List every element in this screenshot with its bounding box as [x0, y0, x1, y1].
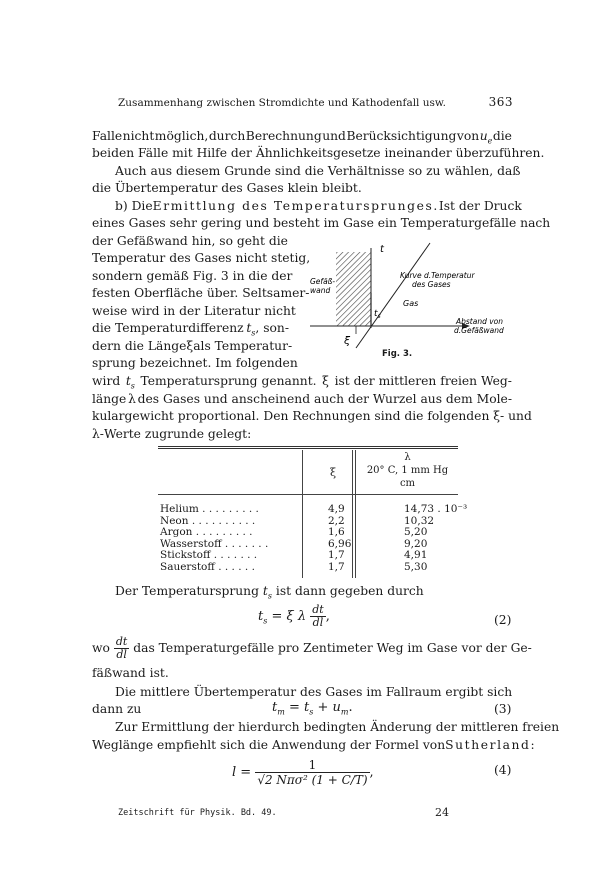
wall-label-1: Gefäß-	[310, 277, 336, 286]
table-header-lambda: λ 20° C, 1 mm Hg cm	[366, 452, 449, 489]
text-line: die Übertemperatur des Gases klein bleibt.	[92, 181, 362, 195]
table-row: Stickstoff . . . . . . . 1,7 4,91	[160, 549, 428, 562]
figure-3-diagram	[300, 238, 515, 363]
section-heading: Ermittlung des Temperatursprunges.	[152, 199, 439, 213]
text-line: die Temperaturdifferenz $t_s$, son-	[92, 321, 289, 338]
text-line: Weglänge empfiehlt sich die Anwendung der Formel von Sutherland:	[92, 738, 537, 752]
figure-caption: Fig. 3.	[382, 349, 413, 359]
figure-3	[300, 238, 515, 363]
equation-2-number: (2)	[494, 613, 512, 627]
text-line: wird $t_s$ Temperatursprung genannt. ξ ist der mittleren freien Weg-	[92, 374, 512, 391]
gas-label: Gas	[403, 299, 419, 308]
text-line: sprung bezeichnet. Im folgenden	[92, 356, 298, 370]
t-label: t	[380, 244, 384, 255]
text-line: Temperatur des Gases nicht stetig,	[92, 251, 311, 265]
table-header-rule	[158, 494, 458, 495]
wall-label-2: wand	[310, 286, 331, 295]
text-line: Die mittlere Übertemperatur des Gases im Fallraum ergibt sich	[115, 685, 513, 699]
table-top-rule	[158, 446, 458, 449]
sheet-number: 24	[435, 806, 449, 819]
section-heading-line: b) Die Ermittlung des Temperatursprunges. Ist der Druck	[115, 199, 522, 213]
journal-footer: Zeitschrift für Physik. Bd. 49.	[118, 808, 277, 818]
vessel-wall-hatch	[336, 252, 371, 326]
text-line: λ-Werte zugrunde gelegt:	[92, 427, 252, 441]
text-line: sondern gemäß Fig. 3 in die der	[92, 269, 293, 283]
axis-label-1: Abstand von	[456, 317, 504, 326]
text-line: länge λ des Gases und anscheinend auch der Wurzel aus dem Mole-	[92, 392, 512, 406]
text-line: der Gefäßwand hin, so geht die	[92, 234, 288, 248]
page-number: 363	[488, 95, 513, 109]
gas-table-body	[160, 504, 467, 574]
equation-3-number: (3)	[494, 702, 512, 716]
text-line: kulargewicht proportional. Den Rechnungen sind die folgenden ξ- und	[92, 409, 532, 423]
curve-label-2: des Gases	[412, 280, 451, 289]
text-line: Zur Ermittlung der hierdurch bedingten Änderung der mittleren freien	[115, 720, 560, 734]
text-line: fäßwand ist.	[92, 666, 169, 680]
table-row: Sauerstoff . . . . . . 1,7 5,30	[160, 560, 428, 573]
running-head	[118, 95, 513, 111]
text-line: eines Gases sehr gering und besteht im Gase ein Temperaturgefälle nach	[92, 216, 551, 230]
axis-label-2: d.Gefäßwand	[454, 326, 504, 335]
equation-2: $t_s = \xi$ λ $\frac{dt}{dl}$ ,	[258, 603, 330, 629]
table-row: Argon . . . . . . . . . 1,6 5,20	[160, 526, 428, 539]
text-line: Falle nicht möglich, durch Berechnung und Berücksichtigung von $u_e$ die	[92, 129, 512, 146]
text-line: Auch aus diesem Grunde sind die Verhältnisse so zu wählen, daß	[115, 164, 521, 178]
text-line: weise wird in der Literatur nicht	[92, 304, 296, 318]
xi-label: ξ	[344, 334, 351, 347]
equation-4-number: (4)	[494, 763, 512, 777]
text-line: Der Temperatursprung $t_s$ ist dann gegeben durch	[115, 584, 424, 601]
equation-4: l = $\frac{1}{\text{√2 Nπσ² (1 + C/T)}}$ ,	[232, 758, 374, 787]
text-line: beiden Fälle mit Hilfe der Ähnlichkeitsgesetze ineinander überzuführen.	[92, 146, 545, 160]
running-head-title: Zusammenhang zwischen Stromdichte und Kathodenfall usw.	[118, 97, 446, 109]
table-row: Helium . . . . . . . . . 4,9 14,73 . 10⁻³	[160, 503, 468, 515]
curve-label-1: Kurve d.Temperatur	[400, 271, 475, 280]
text-line: dann zu	[92, 702, 142, 716]
table-header-xi: ξ	[330, 466, 337, 479]
equation-3: $t_m = t_s + u_m$.	[272, 700, 353, 717]
text-line: dern die Länge ξ als Temperatur-	[92, 339, 293, 353]
table-row: Wasserstoff . . . . . . . 6,96 9,20	[160, 537, 428, 550]
ts-label: $t_s$	[374, 309, 381, 320]
table-row: Neon . . . . . . . . . . 2,2 10,32	[160, 514, 435, 527]
text-line: festen Oberfläche über. Seltsamer-	[92, 286, 310, 300]
text-line: wo $\frac{dt}{dl}$ das Temperaturgefälle pro Zentimeter Weg im Gase vor der Ge-	[92, 635, 532, 661]
